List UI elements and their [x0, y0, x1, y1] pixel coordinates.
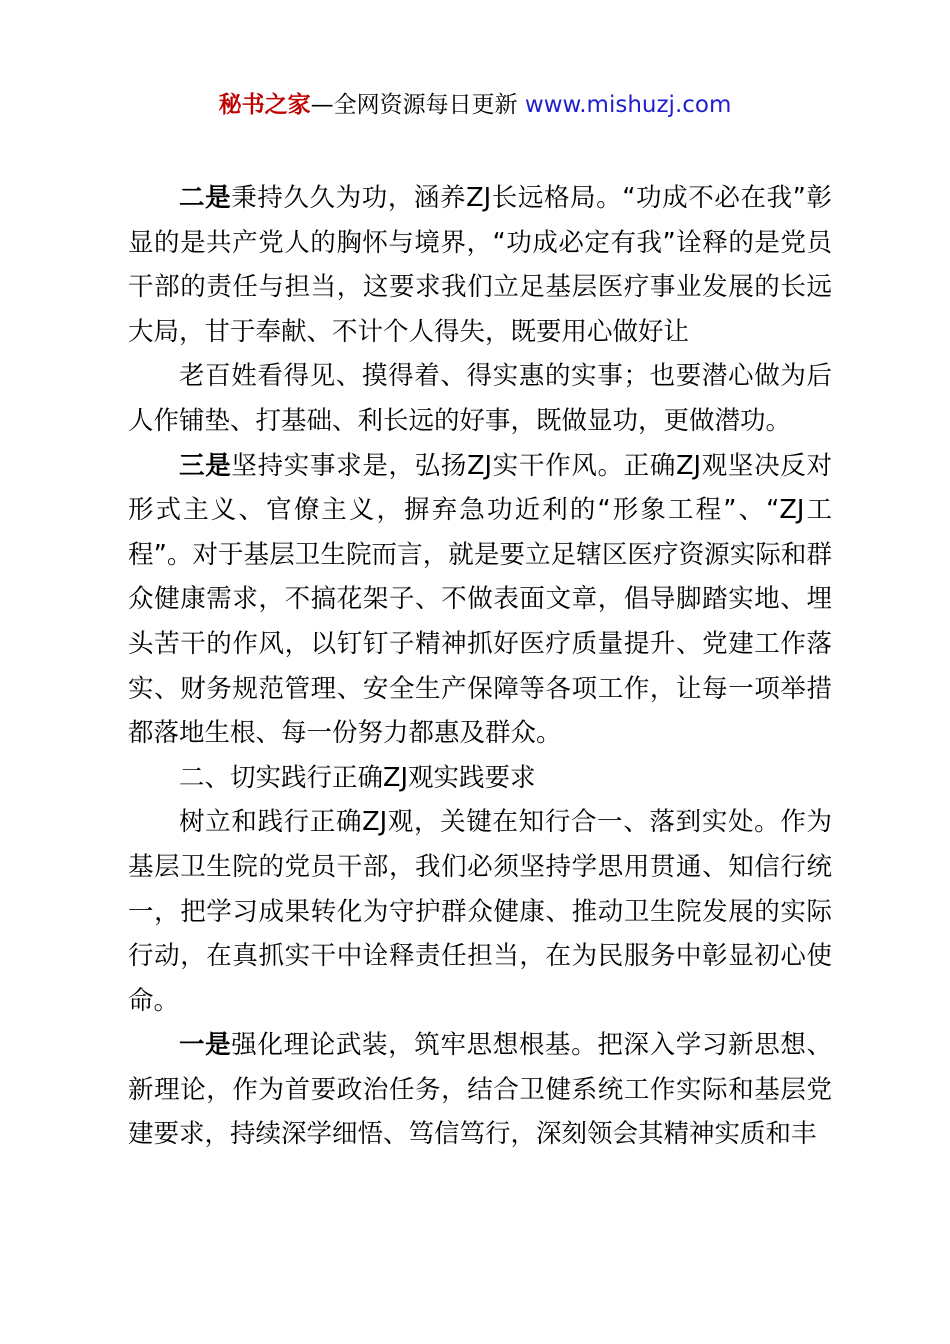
paragraph-2 [128, 354, 832, 443]
document-body [128, 176, 832, 1157]
header-slogan: —全网资源每日更新 [310, 92, 525, 118]
paragraph-lead: 三是 [179, 450, 232, 481]
paragraph-text: 秉持久久为功，涵养ZJ长远格局。“功成不必在我”彰显的是共产党人的胸怀与境界，“功成必定有我”诠释的是党员干部的责任与担当，这要求我们立足基层医疗事业发展的长远大局，甘于奉献、不计个人得失，既要用心做好让 [128, 183, 832, 347]
site-header [0, 88, 950, 122]
paragraph-text: 老百姓看得见、摸得着、得实惠的实事；也要潜心做为后人作铺垫、打基础、利长远的好事，既做显功，更做潜功。 [128, 361, 832, 436]
header-brand: 秘书之家 [218, 92, 311, 118]
paragraph-5 [128, 1023, 832, 1157]
paragraph-1 [128, 176, 832, 354]
section-heading-text: 二、切实践行正确ZJ观实践要求 [179, 762, 536, 793]
paragraph-4 [128, 800, 832, 1023]
paragraph-lead: 一是 [179, 1030, 232, 1061]
header-url-link[interactable]: www.mishuzj.com [524, 92, 732, 118]
paragraph-text: 强化理论武装，筑牢思想根基。把深入学习新思想、新理论，作为首要政治任务，结合卫健系统工作实际和基层党建要求，持续深学细悟、笃信笃行，深刻领会其精神实质和丰 [128, 1030, 832, 1150]
section-heading [128, 756, 832, 801]
paragraph-lead: 二是 [179, 183, 232, 213]
paragraph-text: 树立和践行正确ZJ观，关键在知行合一、落到实处。作为基层卫生院的党员干部，我们必须坚持学思用贯通、知信行统一，把学习成果转化为守护群众健康、推动卫生院发展的实际行动，在真抓实干中诠释责任担当，在为民服务中彰显初心使命。 [128, 807, 832, 1016]
paragraph-3 [128, 444, 832, 756]
paragraph-text: 坚持实事求是，弘扬ZJ实干作风。正确ZJ观坚决反对形式主义、官僚主义，摒弃急功近利的“形象工程”、“ZJ工程”。对于基层卫生院而言，就是要立足辖区医疗资源实际和群众健康需求，不搞花架子、不做表面文章，倡导脚踏实地、埋头苦干的作风，以钉钉子精神抓好医疗质量提升、党建工作落实、财务规范管理、安全生产保障等各项工作，让每一项举措都落地生根、每一份努力都惠及群众。 [128, 450, 832, 749]
